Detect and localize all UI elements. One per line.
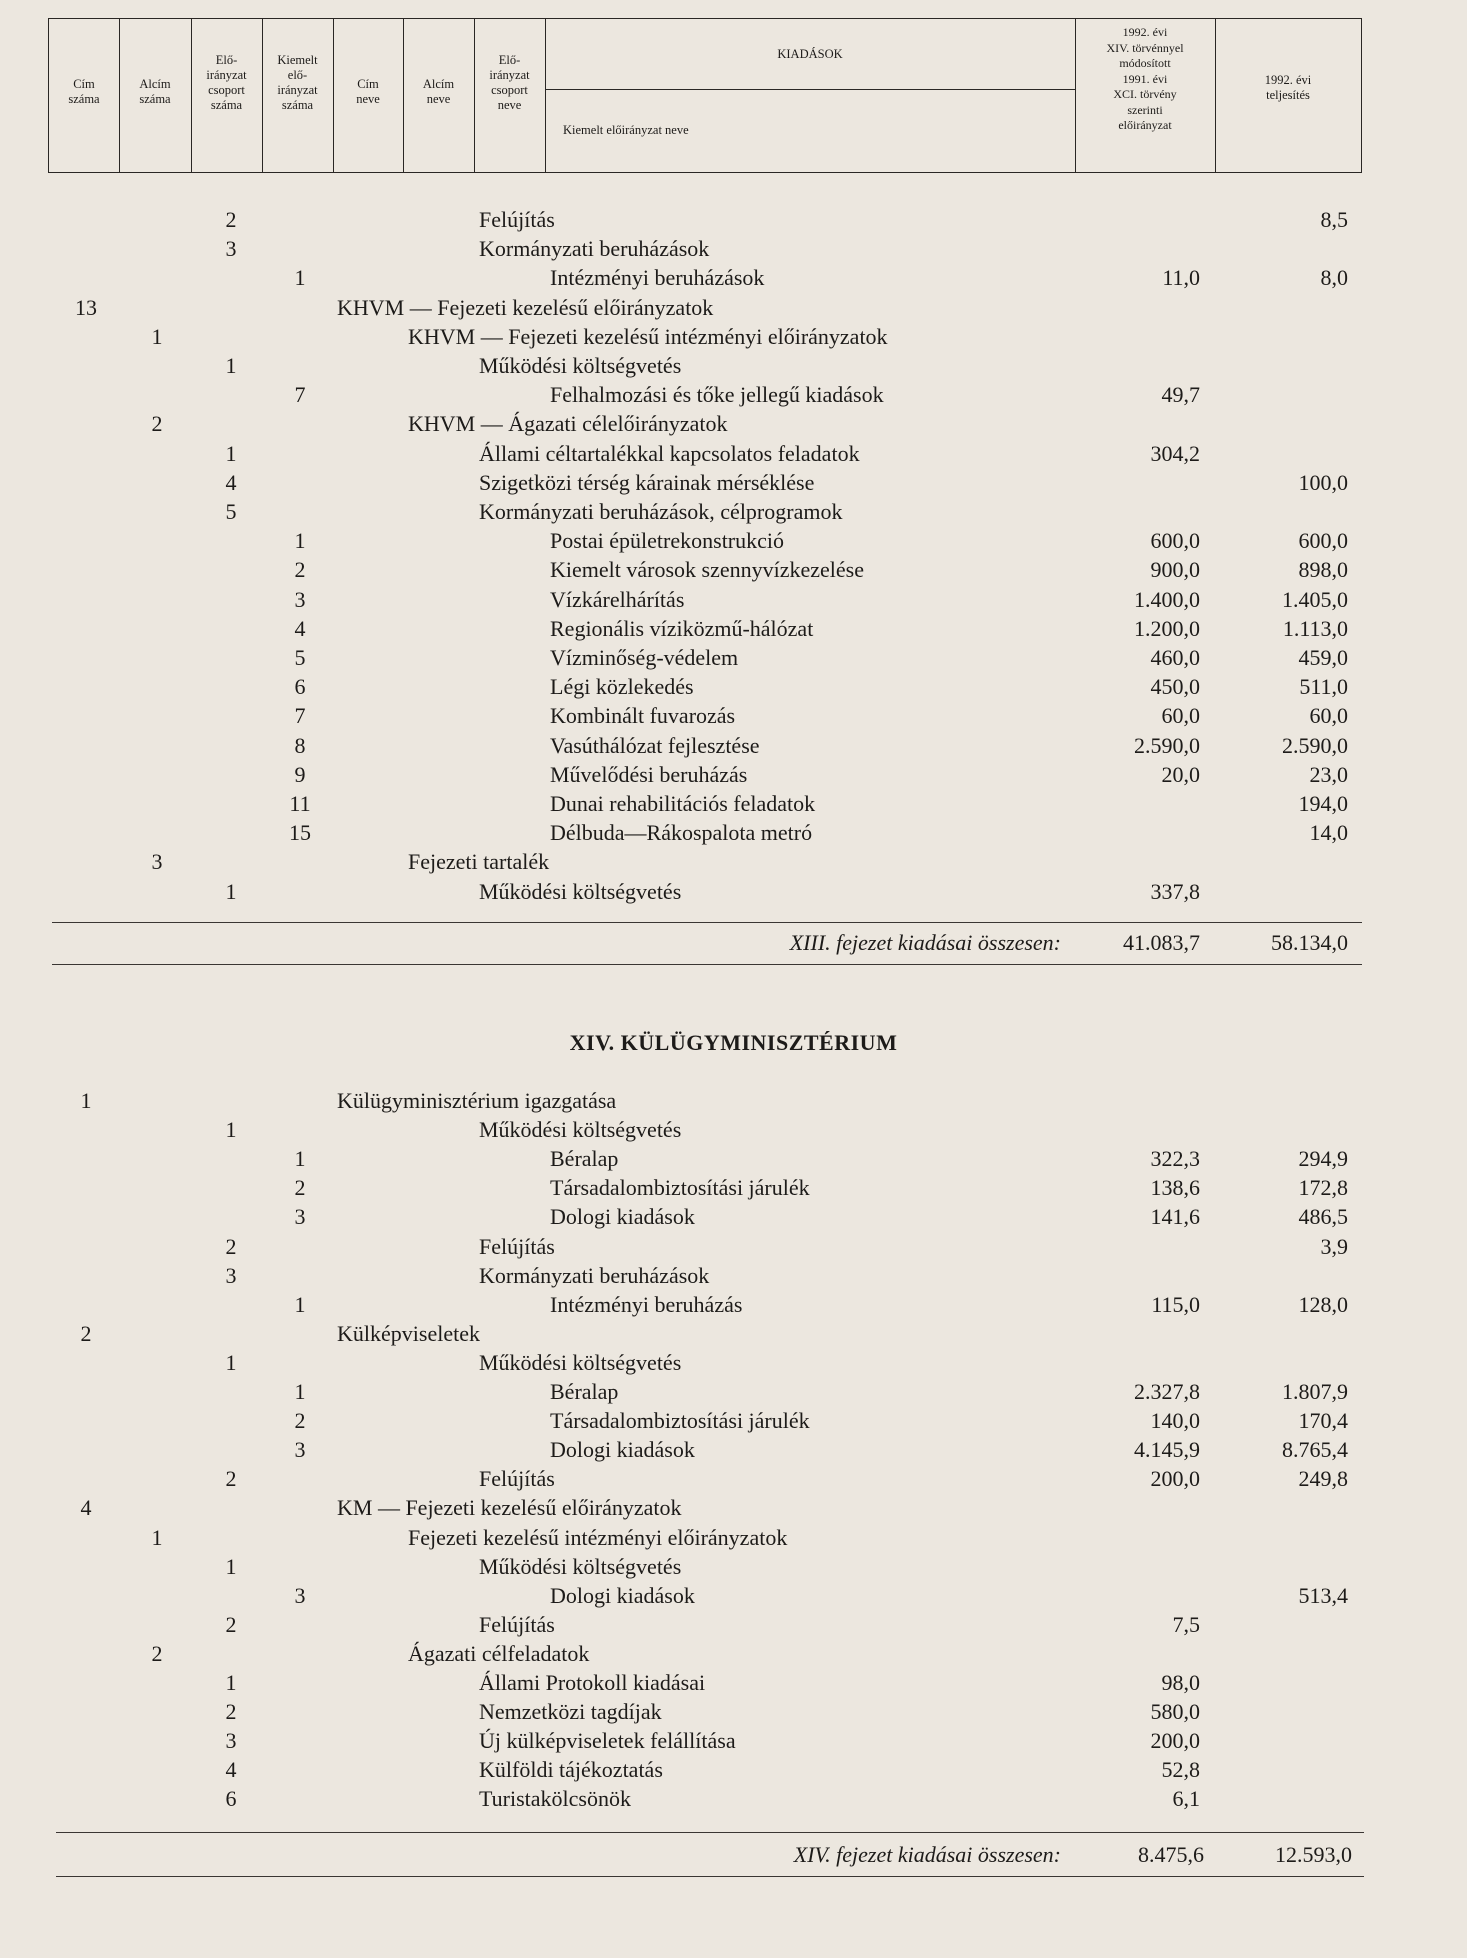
teljesites-value: 249,8 — [1298, 1466, 1348, 1492]
header-kiadasok: KIADÁSOK — [777, 47, 843, 61]
item-name: Fejezeti tartalék — [408, 849, 550, 875]
kiemelt-eloiranyzat-szama: 1 — [294, 265, 306, 291]
eloiranyzat-csoport-szama: 1 — [225, 1670, 237, 1695]
item-name: Állami céltartalékkal kapcsolatos feladatok — [479, 440, 860, 466]
table-row — [0, 468, 1467, 497]
item-name: Postai épületrekonstrukció — [550, 528, 785, 554]
alcim-szama: 2 — [151, 1640, 163, 1666]
table-row — [0, 205, 1467, 234]
table-row — [0, 439, 1467, 468]
item-name: Vasúthálózat fejlesztése — [550, 732, 760, 758]
cim-szama: 1 — [80, 1088, 92, 1113]
table-row — [0, 1697, 1467, 1726]
eloiranyzat-value: 4.145,9 — [1134, 1437, 1200, 1463]
kiemelt-eloiranyzat-szama: 1 — [294, 1146, 306, 1172]
eloiranyzat-value: 138,6 — [1150, 1175, 1200, 1201]
alcim-szama: 1 — [151, 323, 163, 349]
kiemelt-eloiranyzat-szama: 1 — [294, 528, 306, 554]
table-row — [0, 847, 1467, 876]
table-row — [0, 1261, 1467, 1290]
kiemelt-eloiranyzat-szama: 1 — [294, 1291, 306, 1317]
table-row — [0, 1348, 1467, 1377]
table-row — [0, 1523, 1467, 1552]
item-name: Délbuda—Rákospalota metró — [550, 820, 813, 846]
teljesites-value: 128,0 — [1298, 1291, 1348, 1317]
section-xiv-title: XIV. KÜLÜGYMINISZTÉRIUM — [569, 1030, 898, 1055]
eloiranyzat-csoport-szama: 1 — [225, 353, 237, 378]
table-row — [0, 1319, 1467, 1348]
eloiranyzat-value: 115,0 — [1151, 1291, 1200, 1317]
item-name: Külföldi tájékoztatás — [479, 1757, 663, 1783]
teljesites-value: 511,0 — [1299, 674, 1348, 700]
teljesites-value: 3,9 — [1320, 1233, 1348, 1259]
eloiranyzat-csoport-szama: 1 — [225, 878, 237, 904]
kiemelt-eloiranyzat-szama: 6 — [294, 674, 306, 700]
table-row — [0, 701, 1467, 730]
table-row — [0, 760, 1467, 789]
table-row — [0, 1290, 1467, 1319]
item-name: KM — Fejezeti kezelésű előirányzatok — [337, 1495, 682, 1521]
kiemelt-eloiranyzat-szama: 2 — [294, 557, 306, 583]
table-row — [0, 1202, 1467, 1231]
teljesites-value: 898,0 — [1298, 557, 1348, 583]
kiemelt-eloiranyzat-szama: 9 — [294, 761, 306, 787]
eloiranyzat-value: 20,0 — [1161, 761, 1200, 787]
table-row — [0, 1435, 1467, 1464]
item-name: Működési költségvetés — [479, 1349, 682, 1375]
item-name: Felhalmozási és tőke jellegű kiadások — [550, 382, 884, 408]
item-name: Turistakölcsönök — [479, 1786, 631, 1812]
item-name: Felújítás — [479, 1233, 555, 1259]
eloiranyzat-value: 49,7 — [1161, 382, 1200, 408]
eloiranyzat-csoport-szama: 1 — [225, 1117, 237, 1143]
table-row — [0, 380, 1467, 409]
table-row — [0, 497, 1467, 526]
item-name: Művelődési beruházás — [550, 761, 748, 787]
header-1992-teljesites: 1992. évi teljesítés — [1264, 73, 1312, 102]
eloiranyzat-value: 900,0 — [1150, 557, 1200, 583]
teljesites-value: 2.590,0 — [1282, 732, 1348, 758]
kiemelt-eloiranyzat-szama: 3 — [294, 1204, 306, 1230]
table-row — [0, 1639, 1467, 1668]
divider-line — [52, 964, 1362, 965]
header-eloiranyzat-csoport-szama: Elő- irányzat csoport száma — [206, 53, 247, 112]
item-name: Működési költségvetés — [479, 878, 682, 904]
header-eloiranyzat-csoport-neve: Elő- irányzat csoport neve — [489, 53, 530, 112]
eloiranyzat-value: 2.327,8 — [1134, 1379, 1200, 1404]
eloiranyzat-value: 460,0 — [1150, 645, 1200, 670]
table-row — [0, 409, 1467, 438]
eloiranyzat-csoport-szama: 1 — [225, 1553, 237, 1579]
divider-line — [52, 922, 1362, 923]
cim-szama: 4 — [80, 1495, 92, 1521]
kiemelt-eloiranyzat-szama: 2 — [294, 1408, 306, 1434]
item-name: Működési költségvetés — [479, 353, 682, 378]
eloiranyzat-value: 1.200,0 — [1134, 615, 1200, 641]
table-row — [0, 263, 1467, 292]
item-name: Állami Protokoll kiadásai — [479, 1670, 706, 1695]
eloiranyzat-csoport-szama: 2 — [225, 1233, 237, 1259]
kiemelt-eloiranyzat-szama: 3 — [294, 1582, 306, 1608]
eloiranyzat-csoport-szama: 3 — [225, 236, 237, 262]
eloiranyzat-value: 450,0 — [1150, 674, 1200, 700]
eloiranyzat-value: 2.590,0 — [1134, 732, 1200, 758]
eloiranyzat-csoport-szama: 4 — [225, 1757, 237, 1783]
table-row — [0, 672, 1467, 701]
kiemelt-eloiranyzat-szama: 1 — [294, 1379, 306, 1404]
teljesites-value: 170,4 — [1298, 1408, 1348, 1434]
item-name: Dologi kiadások — [550, 1204, 695, 1230]
eloiranyzat-csoport-szama: 2 — [225, 1611, 237, 1637]
teljesites-value: 60,0 — [1309, 703, 1348, 729]
item-name: Vízkárelhárítás — [550, 586, 685, 612]
eloiranyzat-csoport-szama: 2 — [225, 207, 237, 232]
item-name: Kormányzati beruházások, célprogramok — [479, 499, 843, 524]
eloiranyzat-csoport-szama: 2 — [225, 1699, 237, 1725]
table-row — [0, 1784, 1467, 1813]
eloiranyzat-csoport-szama: 1 — [225, 1349, 237, 1375]
kiemelt-eloiranyzat-szama: 7 — [294, 703, 306, 729]
teljesites-value: 1.807,9 — [1282, 1379, 1348, 1404]
eloiranyzat-value: 304,2 — [1150, 440, 1200, 466]
item-name: Új külképviseletek felállítása — [479, 1728, 736, 1754]
teljesites-value: 1.113,0 — [1282, 615, 1348, 641]
teljesites-value: 294,9 — [1298, 1146, 1348, 1172]
alcim-szama: 1 — [151, 1524, 163, 1550]
eloiranyzat-value: 337,8 — [1150, 878, 1200, 904]
item-name: Légi közlekedés — [550, 674, 694, 700]
item-name: Kormányzati beruházások — [479, 236, 710, 262]
eloiranyzat-value: 200,0 — [1150, 1466, 1200, 1492]
table-row — [0, 731, 1467, 760]
item-name: Külképviseletek — [337, 1320, 480, 1346]
item-name: Nemzetközi tagdíjak — [479, 1699, 662, 1725]
table-row — [0, 234, 1467, 263]
table-row — [0, 877, 1467, 906]
header-kiemelt-eloiranyzat-szama: Kiemelt elő- irányzat száma — [277, 53, 318, 112]
kiemelt-eloiranyzat-szama: 11 — [289, 791, 311, 816]
table-row — [0, 1086, 1467, 1115]
table-row — [0, 351, 1467, 380]
table-row — [0, 1581, 1467, 1610]
table-row — [0, 1173, 1467, 1202]
item-name: Dologi kiadások — [550, 1437, 695, 1463]
table-row — [0, 526, 1467, 555]
eloiranyzat-value: 11,0 — [1162, 265, 1200, 291]
item-name: Intézményi beruházás — [550, 1291, 743, 1317]
kiemelt-eloiranyzat-szama: 3 — [294, 1437, 306, 1463]
table-row — [0, 789, 1467, 818]
header-cim-neve: Cím neve — [356, 77, 380, 106]
eloiranyzat-csoport-szama: 1 — [225, 440, 237, 466]
header-alcim-szama: Alcím száma — [139, 77, 171, 106]
item-name: Dunai rehabilitációs feladatok — [550, 791, 816, 816]
teljesites-value: 194,0 — [1298, 791, 1348, 816]
section-xiii-total-label: XIII. fejezet kiadásai összesen: — [789, 930, 1061, 955]
eloiranyzat-value: 140,0 — [1150, 1408, 1200, 1434]
header-kiemelt-eloiranyzat-neve: Kiemelt előirányzat neve — [563, 123, 689, 137]
table-row — [0, 1115, 1467, 1144]
teljesites-value: 23,0 — [1309, 761, 1348, 787]
kiemelt-eloiranyzat-szama: 8 — [294, 732, 306, 758]
header-subdivider — [545, 89, 1075, 90]
item-name: Külügyminisztérium igazgatása — [337, 1088, 617, 1113]
table-row — [0, 555, 1467, 584]
item-name: Ágazati célfeladatok — [408, 1640, 590, 1666]
table-row — [0, 614, 1467, 643]
table-row — [0, 1464, 1467, 1493]
item-name: Kombinált fuvarozás — [550, 703, 736, 729]
kiemelt-eloiranyzat-szama: 15 — [289, 820, 311, 846]
kiemelt-eloiranyzat-szama: 2 — [294, 1175, 306, 1201]
table-row — [0, 1232, 1467, 1261]
item-name: Társadalombiztosítási járulék — [550, 1408, 810, 1434]
section-xiv-total-v1: 8.475,6 — [1138, 1842, 1204, 1867]
item-name: Béralap — [550, 1379, 619, 1404]
alcim-szama: 2 — [151, 411, 163, 437]
teljesites-value: 459,0 — [1298, 645, 1348, 670]
section-xiii-total-v1: 41.083,7 — [1123, 930, 1200, 955]
eloiranyzat-value: 98,0 — [1161, 1670, 1200, 1695]
item-name: Működési költségvetés — [479, 1553, 682, 1579]
alcim-szama: 3 — [151, 849, 163, 875]
kiemelt-eloiranyzat-szama: 7 — [294, 382, 306, 408]
teljesites-value: 513,4 — [1298, 1582, 1348, 1608]
teljesites-value: 8,0 — [1320, 265, 1348, 291]
item-name: Kiemelt városok szennyvízkezelése — [550, 557, 864, 583]
divider-line — [56, 1832, 1364, 1833]
column-header-table — [48, 18, 1362, 173]
table-row — [0, 585, 1467, 614]
teljesites-value: 8,5 — [1320, 207, 1348, 232]
teljesites-value: 100,0 — [1298, 469, 1348, 495]
header-cim-szama: Cím száma — [68, 77, 100, 106]
teljesites-value: 486,5 — [1298, 1204, 1348, 1230]
eloiranyzat-value: 7,5 — [1172, 1611, 1200, 1637]
cim-szama: 2 — [80, 1320, 92, 1346]
section-xiv-total-v2: 12.593,0 — [1275, 1842, 1352, 1867]
eloiranyzat-value: 580,0 — [1150, 1699, 1200, 1725]
kiemelt-eloiranyzat-szama: 4 — [294, 615, 306, 641]
item-name: Intézményi beruházások — [550, 265, 765, 291]
eloiranyzat-value: 1.400,0 — [1134, 586, 1200, 612]
kiemelt-eloiranyzat-szama: 5 — [294, 645, 306, 670]
item-name: Felújítás — [479, 1466, 555, 1492]
eloiranyzat-csoport-szama: 3 — [225, 1728, 237, 1754]
eloiranyzat-value: 200,0 — [1150, 1728, 1200, 1754]
item-name: Kormányzati beruházások — [479, 1262, 710, 1288]
teljesites-value: 8.765,4 — [1282, 1437, 1348, 1463]
table-row — [0, 1726, 1467, 1755]
item-name: Dologi kiadások — [550, 1582, 695, 1608]
table-row — [0, 1552, 1467, 1581]
eloiranyzat-csoport-szama: 3 — [225, 1262, 237, 1288]
eloiranyzat-value: 60,0 — [1161, 703, 1200, 729]
item-name: Társadalombiztosítási járulék — [550, 1175, 810, 1201]
table-row — [0, 1610, 1467, 1639]
header-alcim-neve: Alcím neve — [422, 77, 455, 106]
table-row — [0, 1755, 1467, 1784]
teljesites-value: 600,0 — [1298, 528, 1348, 554]
table-row — [0, 1144, 1467, 1173]
table-row — [0, 1377, 1467, 1406]
item-name: Fejezeti kezelésű intézményi előirányzatok — [408, 1524, 788, 1550]
table-row — [0, 643, 1467, 672]
eloiranyzat-value: 6,1 — [1172, 1786, 1200, 1812]
eloiranyzat-csoport-szama: 4 — [225, 469, 237, 495]
eloiranyzat-csoport-szama: 2 — [225, 1466, 237, 1492]
teljesites-value: 14,0 — [1309, 820, 1348, 846]
teljesites-value: 1.405,0 — [1282, 586, 1348, 612]
item-name: Szigetközi térség kárainak mérséklése — [479, 469, 815, 495]
eloiranyzat-csoport-szama: 6 — [225, 1786, 237, 1812]
eloiranyzat-value: 322,3 — [1150, 1146, 1200, 1172]
item-name: Felújítás — [479, 1611, 555, 1637]
table-row — [0, 818, 1467, 847]
table-row — [0, 293, 1467, 322]
kiemelt-eloiranyzat-szama: 3 — [294, 586, 306, 612]
item-name: Vízminőség-védelem — [550, 645, 739, 670]
column-divider — [545, 19, 546, 172]
header-1992-eloiranyzat: 1992. évi XIV. törvénnyel módosított 1991. évi XCI. törvény szerinti előirányzat — [1106, 25, 1184, 132]
item-name: Működési költségvetés — [479, 1117, 682, 1143]
eloiranyzat-value: 600,0 — [1150, 528, 1200, 554]
section-xiii-total-v2: 58.134,0 — [1271, 930, 1348, 955]
item-name: KHVM — Ágazati célelőirányzatok — [408, 411, 728, 437]
table-row — [0, 322, 1467, 351]
table-row — [0, 1493, 1467, 1522]
item-name: Felújítás — [479, 207, 555, 232]
item-name: Béralap — [550, 1146, 619, 1172]
cim-szama: 13 — [75, 294, 97, 320]
item-name: KHVM — Fejezeti kezelésű intézményi előirányzatok — [408, 323, 888, 349]
teljesites-value: 172,8 — [1298, 1175, 1348, 1201]
item-name: Regionális víziközmű-hálózat — [550, 615, 814, 641]
eloiranyzat-value: 141,6 — [1150, 1204, 1200, 1230]
eloiranyzat-value: 52,8 — [1161, 1757, 1200, 1783]
divider-line — [56, 1876, 1364, 1877]
table-row — [0, 1406, 1467, 1435]
item-name: KHVM — Fejezeti kezelésű előirányzatok — [337, 294, 714, 320]
table-row — [0, 1668, 1467, 1697]
eloiranyzat-csoport-szama: 5 — [225, 499, 237, 524]
section-xiv-total-label: XIV. fejezet kiadásai összesen: — [793, 1842, 1061, 1867]
